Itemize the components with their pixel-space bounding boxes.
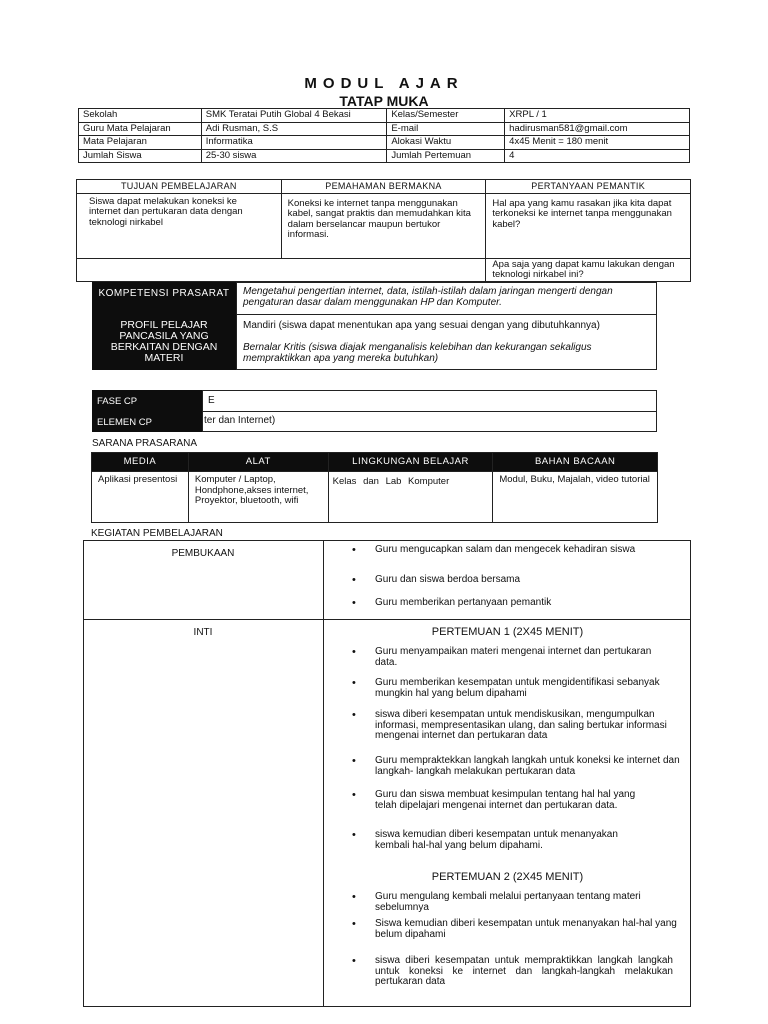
list-item: • siswa kemudian diberi kesempatan untuk menanyakan kembali hal-hal yang belum dipahami. [375,830,620,851]
media-cell: Aplikasi presentosi [92,472,189,523]
profile-text-1: Mandiri (siswa dapat menentukan apa yang sesuai dengan yang dibutuhkannya) [243,320,600,331]
question-cell-2: Apa saja yang dapat kamu lakukan dengan teknologi nirkabel ini? [486,258,691,281]
table-row [79,149,690,163]
list-item: • Guru memberikan pertanyaan pemantik [375,598,685,609]
meaning-header: PEMAHAMAN BERMAKNA [281,180,486,194]
meaning-cell: Koneksi ke internet tanpa menggunakan kabel, sangat praktis dan memudahkan kita dalam berselancar maupun bertukor informasi. [281,193,486,258]
email-label: E-mail [387,122,505,136]
class-label: Kelas/Semester [387,109,505,123]
profile-label: PROFIL PELAJAR PANCASILA YANG BERKAITAN DENGAN MATERI [110,319,218,364]
phase-label: FASE CP [97,396,138,407]
profile-text-2: Bernalar Kritis (siswa diajak menganalisis kelebihan dan kekurangan sekaligus mempraktikkan apa yang mereka butuhkan) [243,342,592,364]
media-header: MEDIA [92,453,189,472]
table-row [77,193,691,258]
objectives-header: TUJUAN PEMBELAJARAN [77,180,282,194]
element-label: ELEMEN CP [97,417,152,428]
opening-label: PEMBUKAAN [171,548,235,559]
document-title: MODUL AJAR [304,75,464,92]
document-subtitle: TATAP MUKA [339,93,429,109]
tools-cell: Komputer / Laptop, Hondphone,akses internet, Proyektor, bluetooth, wifi [188,472,328,523]
facilities-table [91,452,658,523]
activities-heading: KEGIATAN PEMBELAJARAN [91,528,223,539]
element-value: ter dan Internet) [204,415,276,426]
time-label: Alokasi Waktu [387,136,505,150]
list-item: • Guru memberikan kesempatan untuk mengidentifikasi sebanyak mungkin hal yang belum dipahami [375,678,675,699]
teacher-value: Adi Rusman, S.S [201,122,387,136]
school-value: SMK Teratai Putih Global 4 Bekasi [201,109,387,123]
school-label: Sekolah [79,109,202,123]
list-item: • Siswa kemudian diberi kesempatan untuk menanyakan hal-hal yang belum dipahami [375,919,685,940]
list-item: • siswa diberi kesempatan untuk mendiskusikan, mengumpulkan informasi, mempresentasikan ulang, dan saling bertukar informasi mengenai internet dan pertukaran data [375,710,675,742]
list-item: • Guru menyampaikan materi mengenai internet dan pertukaran data. [375,647,655,668]
list-item: • Guru dan siswa berdoa bersama [375,575,685,586]
list-item: • siswa diberi kesempatan untuk mempraktikkan langkah langkah untuk koneksi ke internet dan langkah-langkah melakukan pertukaran data [375,956,673,988]
list-item: • Guru mempraktekkan langkah langkah untuk koneksi ke internet dan langkah- langkah melakukan pertukaran data [375,756,680,777]
phase-box [202,390,657,412]
table-row [92,472,658,523]
class-value: XRPL / 1 [505,109,690,123]
objectives-cell: Siswa dapat melakukan koneksi ke internet dan pertukaran data dengan teknologi nirkabel [77,193,282,258]
subject-value: Informatika [201,136,387,150]
students-label: Jumlah Siswa [79,149,202,163]
objectives-table [76,179,691,282]
core-label: INTI [193,627,213,638]
subject-label: Mata Pelajaran [79,136,202,150]
environment-cell: Kelas dan Lab Komputer [328,472,493,523]
email-value: hadirusman581@gmail.com [505,122,690,136]
table-row [79,136,690,150]
reading-cell: Modul, Buku, Majalah, video tutorial [493,472,658,523]
competency-label: KOMPETENSI PRASARAT [98,288,230,299]
tools-header: ALAT [188,453,328,472]
table-row [79,122,690,136]
identity-table [78,108,690,163]
meetings-value: 4 [505,149,690,163]
time-value: 4x45 Menit = 180 menit [505,136,690,150]
students-value: 25-30 siswa [201,149,387,163]
question-header: PERTANYAAN PEMANTIK [486,180,691,194]
teacher-label: Guru Mata Pelajaran [79,122,202,136]
list-item: • Guru mengucapkan salam dan mengecek kehadiran siswa [375,545,690,556]
competency-text: Mengetahui pengertian internet, data, istilah-istilah dalam jaringan mengerti dengan pengaturan dasar dalam menggunakan HP dan Komputer. [243,286,613,308]
meetings-label: Jumlah Pertemuan [387,149,505,163]
meeting-2-title: PERTEMUAN 2 (2X45 MENIT) [431,871,584,883]
table-header-row [92,453,658,472]
phase-value: E [208,395,215,406]
meeting-1-title: PERTEMUAN 1 (2X45 MENIT) [431,626,584,638]
environment-header: LINGKUNGAN BELAJAR [328,453,493,472]
table-row [79,109,690,123]
question-cell-1: Hal apa yang kamu rasakan jika kita dapat terkoneksi ke internet tanpa menggunakan kabel? [486,193,691,258]
reading-header: BAHAN BACAAN [493,453,658,472]
table-header-row [77,180,691,194]
list-item: • Guru dan siswa membuat kesimpulan tentang hal hal yang telah dipelajari mengenai internet dan pertukaran data. [375,790,645,811]
empty-cell [77,258,486,281]
list-item: • Guru mengulang kembali melalui pertanyaan tentang materi sebelumnya [375,892,670,913]
table-row [77,258,691,281]
facilities-heading: SARANA PRASARANA [92,438,198,449]
